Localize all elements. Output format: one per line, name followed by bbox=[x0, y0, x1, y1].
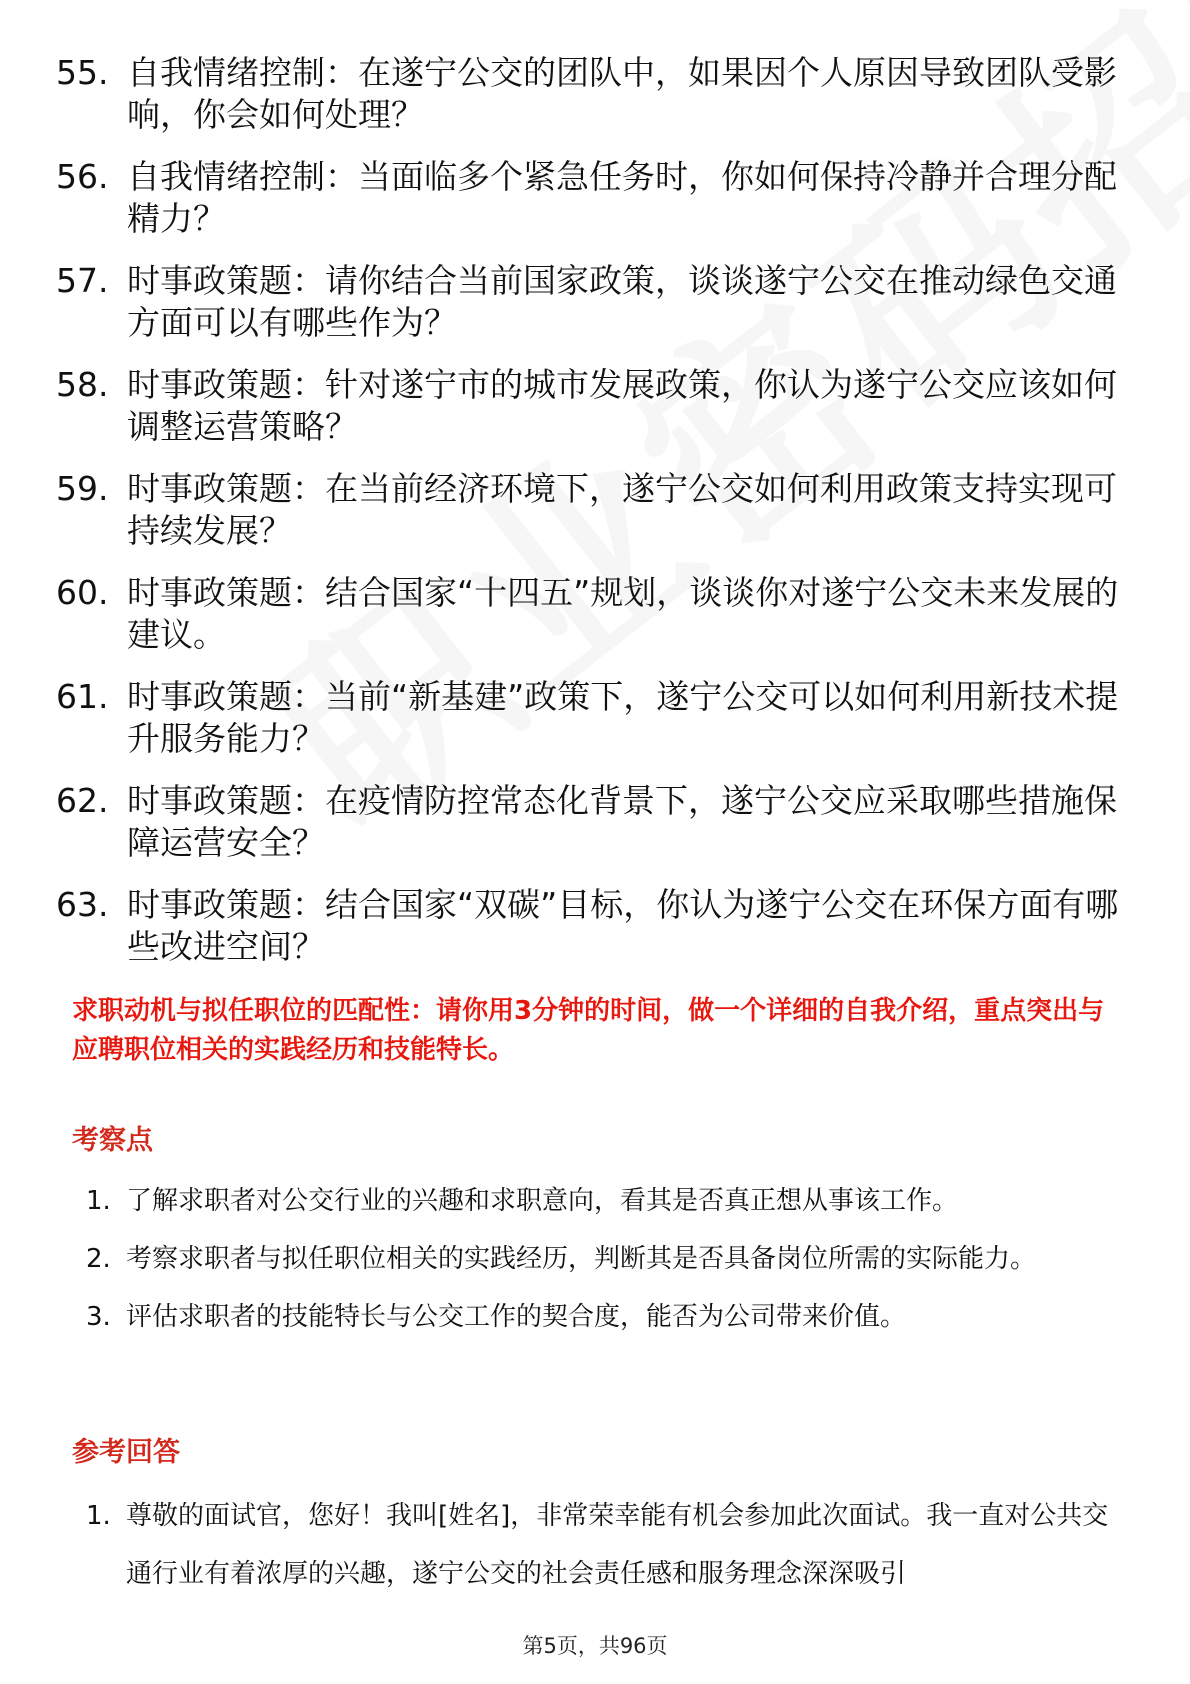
question-number: 55. bbox=[56, 53, 109, 92]
assessment-item bbox=[86, 1172, 1126, 1230]
question-text: 时事政策题：在疫情防控常态化背景下，遂宁公交应采取哪些措施保障运营安全？ bbox=[127, 781, 1117, 862]
question-item bbox=[56, 260, 1136, 344]
question-text: 时事政策题：请你结合当前国家政策，谈谈遂宁公交在推动绿色交通方面可以有哪些作为？ bbox=[127, 261, 1117, 342]
question-number: 59. bbox=[56, 469, 109, 508]
question-number: 62. bbox=[56, 781, 109, 820]
question-item bbox=[56, 884, 1136, 968]
question-number: 56. bbox=[56, 157, 109, 196]
question-text: 自我情绪控制：当面临多个紧急任务时，你如何保持冷静并合理分配精力？ bbox=[127, 157, 1117, 238]
question-number: 57. bbox=[56, 261, 109, 300]
item-number: 2. bbox=[86, 1244, 111, 1274]
item-number: 1. bbox=[86, 1186, 111, 1216]
question-number: 58. bbox=[56, 365, 109, 404]
question-text: 时事政策题：结合国家“双碳”目标，你认为遂宁公交在环保方面有哪些改进空间？ bbox=[127, 885, 1119, 966]
question-number: 60. bbox=[56, 573, 109, 612]
item-text: 考察求职者与拟任职位相关的实践经历，判断其是否具备岗位所需的实际能力。 bbox=[126, 1244, 1037, 1274]
reference-item bbox=[86, 1487, 1126, 1603]
page-footer: 第5页，共96页 bbox=[522, 1634, 668, 1658]
item-number: 3. bbox=[86, 1302, 111, 1332]
question-item bbox=[56, 572, 1136, 656]
question-item bbox=[56, 52, 1136, 136]
question-item bbox=[56, 676, 1136, 760]
question-number: 63. bbox=[56, 885, 109, 924]
assessment-list bbox=[86, 1172, 1126, 1346]
item-number: 1. bbox=[86, 1501, 111, 1531]
question-item bbox=[56, 468, 1136, 552]
question-item bbox=[56, 156, 1136, 240]
question-text: 时事政策题：当前“新基建”政策下，遂宁公交可以如何利用新技术提升服务能力？ bbox=[127, 677, 1119, 758]
question-text: 时事政策题：结合国家“十四五”规划，谈谈你对遂宁公交未来发展的建议。 bbox=[127, 573, 1119, 654]
question-item bbox=[56, 780, 1136, 864]
assessment-item bbox=[86, 1230, 1126, 1288]
reference-heading: 参考回答 bbox=[72, 1437, 180, 1468]
question-item bbox=[56, 364, 1136, 448]
question-list bbox=[56, 52, 1136, 988]
question-text: 时事政策题：针对遂宁市的城市发展政策，你认为遂宁公交应该如何调整运营策略？ bbox=[127, 365, 1117, 446]
question-text: 时事政策题：在当前经济环境下，遂宁公交如何利用政策支持实现可持续发展？ bbox=[127, 469, 1117, 550]
assessment-item bbox=[86, 1288, 1126, 1346]
assessment-heading: 考察点 bbox=[72, 1125, 153, 1156]
reference-list bbox=[86, 1487, 1126, 1603]
item-text: 尊敬的面试官，您好！我叫[姓名]，非常荣幸能有机会参加此次面试。我一直对公共交通行业有着浓厚的兴趣，遂宁公交的社会责任感和服务理念深深吸引 bbox=[126, 1501, 1109, 1589]
item-text: 评估求职者的技能特长与公交工作的契合度，能否为公司带来价值。 bbox=[126, 1302, 907, 1332]
question-number: 61. bbox=[56, 677, 109, 716]
question-text: 自我情绪控制：在遂宁公交的团队中，如果因个人原因导致团队受影响，你会如何处理？ bbox=[127, 53, 1117, 134]
item-text: 了解求职者对公交行业的兴趣和求职意向，看其是否真正想从事该工作。 bbox=[126, 1186, 959, 1216]
highlight-question: 求职动机与拟任职位的匹配性：请你用3分钟的时间，做一个详细的自我介绍，重点突出与应聘职位相关的实践经历和技能特长。 bbox=[72, 996, 1105, 1065]
